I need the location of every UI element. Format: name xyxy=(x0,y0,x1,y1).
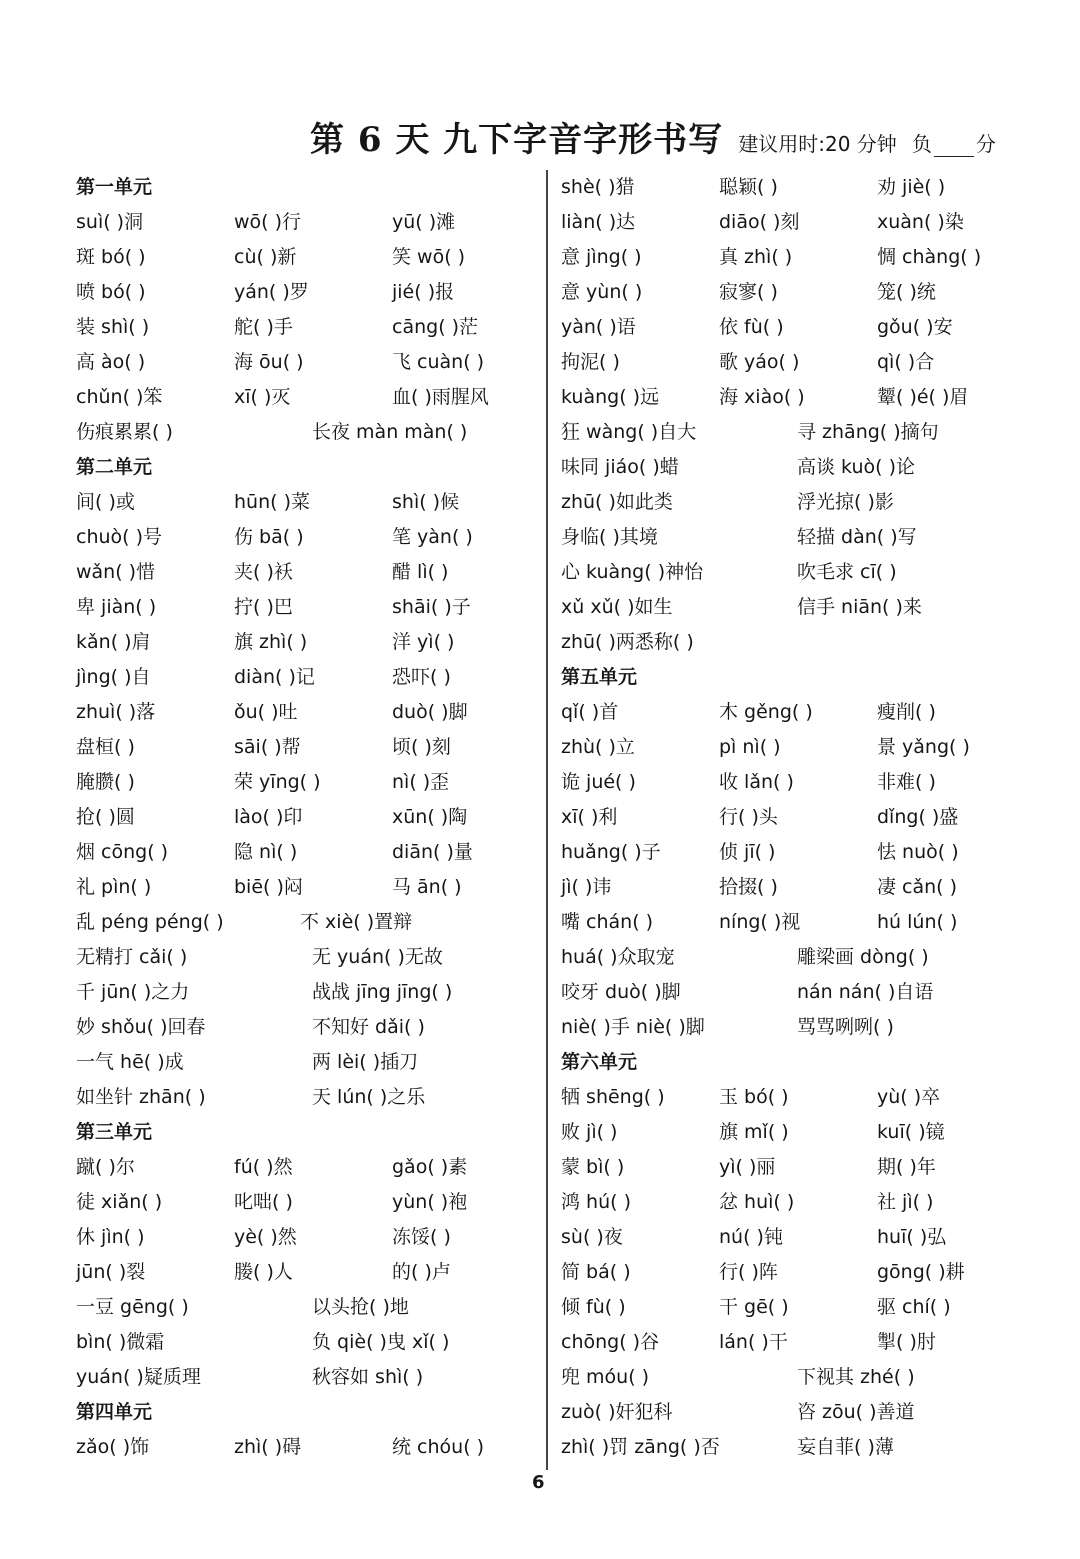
exercise-item[interactable]: 身临( )其境 xyxy=(561,526,658,548)
exercise-item[interactable]: 收 lǎn( ) xyxy=(719,771,794,793)
exercise-item[interactable]: lán( )干 xyxy=(719,1331,788,1353)
exercise-item[interactable]: zhuì( )落 xyxy=(76,701,156,723)
exercise-item[interactable]: 荣 yīng( ) xyxy=(234,771,321,793)
exercise-item[interactable]: 顷( )刻 xyxy=(392,736,451,758)
score-field xyxy=(912,128,996,157)
exercise-item[interactable]: chǔn( )笨 xyxy=(76,386,163,408)
exercise-row xyxy=(561,485,1021,520)
exercise-item[interactable]: bìn( )微霜 xyxy=(76,1331,165,1353)
exercise-item[interactable]: 狂 wàng( )自大 xyxy=(561,421,697,443)
exercise-row xyxy=(76,660,532,695)
exercise-item[interactable]: 心 kuàng( )神怡 xyxy=(561,561,704,583)
exercise-item[interactable]: jūn( )裂 xyxy=(76,1261,146,1283)
exercise-item[interactable]: 味同 jiáo( )蜡 xyxy=(561,456,679,478)
exercise-item[interactable]: 装 shì( ) xyxy=(76,316,150,338)
exercise-row xyxy=(76,695,532,730)
exercise-row xyxy=(76,275,532,310)
exercise-row xyxy=(76,975,532,1010)
exercise-item[interactable]: 休 jìn( ) xyxy=(76,1226,145,1248)
exercise-row xyxy=(561,450,1021,485)
exercise-item[interactable]: jié( )报 xyxy=(392,281,455,303)
exercise-item[interactable]: 聪颖( ) xyxy=(719,176,778,198)
exercise-row xyxy=(561,730,1021,765)
exercise-item[interactable]: xuàn( )染 xyxy=(877,211,964,233)
exercise-item[interactable]: shè( )猎 xyxy=(561,176,635,198)
exercise-row xyxy=(561,1395,1021,1430)
exercise-item[interactable]: 掣( )肘 xyxy=(877,1331,936,1353)
exercise-item[interactable]: 社 jì( ) xyxy=(877,1191,934,1213)
exercise-item[interactable]: 笔 yàn( ) xyxy=(392,526,473,548)
exercise-item[interactable]: 统 chóu( ) xyxy=(392,1436,485,1458)
unit-heading: 第一单元 xyxy=(76,176,153,198)
score-suffix: 分 xyxy=(975,132,996,156)
exercise-item[interactable]: niè( )手 niè( )脚 xyxy=(561,1016,705,1038)
exercise-item[interactable]: yàn( )语 xyxy=(561,316,636,338)
exercise-item[interactable]: 颦( )é( )眉 xyxy=(877,386,969,408)
exercise-row xyxy=(561,870,1021,905)
exercise-item[interactable]: yùn( )袍 xyxy=(392,1191,468,1213)
exercise-item[interactable]: 海 ōu( ) xyxy=(234,351,304,373)
exercise-item[interactable]: 夹( )袄 xyxy=(234,561,293,583)
page-header xyxy=(310,112,996,161)
exercise-item[interactable]: 寻 zhāng( )摘句 xyxy=(797,421,939,443)
exercise-item[interactable]: kǎn( )肩 xyxy=(76,631,151,653)
exercise-item[interactable]: 旗 mǐ( ) xyxy=(719,1121,789,1143)
exercise-row xyxy=(76,590,532,625)
exercise-item[interactable]: 秋容如 shì( ) xyxy=(312,1366,424,1388)
exercise-item[interactable]: 间( )或 xyxy=(76,491,135,513)
exercise-item[interactable]: liàn( )达 xyxy=(561,211,636,233)
exercise-row xyxy=(561,1150,1021,1185)
exercise-item[interactable]: 醋 lì( ) xyxy=(392,561,449,583)
exercise-item[interactable]: 恐吓( ) xyxy=(392,666,451,688)
exercise-row xyxy=(561,1115,1021,1150)
exercise-item[interactable]: gǒu( )安 xyxy=(877,316,953,338)
exercise-item[interactable]: 非难( ) xyxy=(877,771,936,793)
exercise-item[interactable]: 盘桓( ) xyxy=(76,736,135,758)
exercise-item[interactable]: 简 bá( ) xyxy=(561,1261,631,1283)
exercise-item[interactable]: xī( )利 xyxy=(561,806,618,828)
exercise-item[interactable]: 劝 jiè( ) xyxy=(877,176,946,198)
exercise-item[interactable]: 不 xiè( )置辩 xyxy=(300,911,413,933)
exercise-row xyxy=(76,555,532,590)
exercise-row xyxy=(76,1290,532,1325)
unit-heading: 第五单元 xyxy=(561,666,638,688)
exercise-item[interactable]: 妙 shǒu( )回春 xyxy=(76,1016,206,1038)
exercise-item[interactable]: 意 yùn( ) xyxy=(561,281,643,303)
exercise-item[interactable]: nú( )钝 xyxy=(719,1226,783,1248)
exercise-item[interactable]: 千 jūn( )之力 xyxy=(76,981,190,1003)
exercise-item[interactable]: 洋 yì( ) xyxy=(392,631,455,653)
exercise-row xyxy=(561,240,1021,275)
exercise-item[interactable]: suì( )洞 xyxy=(76,211,144,233)
exercise-item[interactable]: 瘦削( ) xyxy=(877,701,936,723)
exercise-row xyxy=(76,1360,532,1395)
exercise-item[interactable]: zhū( )两悉称( ) xyxy=(561,631,694,653)
exercise-row xyxy=(76,800,532,835)
exercise-item[interactable]: yù( )卒 xyxy=(877,1086,941,1108)
exercise-row xyxy=(76,940,532,975)
exercise-item[interactable]: níng( )视 xyxy=(719,911,801,933)
exercise-row xyxy=(561,275,1021,310)
exercise-item[interactable]: 战战 jīng jīng( ) xyxy=(312,981,453,1003)
exercise-item[interactable]: 无 yuán( )无故 xyxy=(312,946,443,968)
exercise-row xyxy=(561,1220,1021,1255)
exercise-item[interactable]: xūn( )陶 xyxy=(392,806,468,828)
exercise-item[interactable]: yū( )滩 xyxy=(392,211,456,233)
exercise-row xyxy=(76,625,532,660)
exercise-item[interactable]: 凄 cǎn( ) xyxy=(877,876,958,898)
exercise-item[interactable]: 蹴( )尔 xyxy=(76,1156,135,1178)
exercise-item[interactable]: 诡 jué( ) xyxy=(561,771,636,793)
exercise-row xyxy=(561,170,1021,205)
exercise-item[interactable]: 拧( )巴 xyxy=(234,596,293,618)
exercise-item[interactable]: 怯 nuò( ) xyxy=(877,841,959,863)
exercise-row xyxy=(561,415,1021,450)
exercise-item[interactable]: 喷 bó( ) xyxy=(76,281,146,303)
exercise-item[interactable]: 飞 cuàn( ) xyxy=(392,351,485,373)
unit-heading: 第四单元 xyxy=(76,1401,153,1423)
exercise-item[interactable]: 一气 hē( )成 xyxy=(76,1051,184,1073)
exercise-item[interactable]: zhù( )立 xyxy=(561,736,635,758)
exercise-item[interactable]: 冻馁( ) xyxy=(392,1226,451,1248)
exercise-item[interactable]: 吹毛求 cī( ) xyxy=(797,561,897,583)
exercise-item[interactable]: 不知好 dǎi( ) xyxy=(312,1016,425,1038)
exercise-item[interactable]: hūn( )菜 xyxy=(234,491,310,513)
exercise-row xyxy=(561,1325,1021,1360)
column-divider xyxy=(546,170,548,1470)
exercise-item[interactable]: 乱 péng péng( ) xyxy=(76,911,224,933)
exercise-row xyxy=(561,310,1021,345)
exercise-item[interactable]: 礼 pìn( ) xyxy=(76,876,152,898)
exercise-item[interactable]: duò( )脚 xyxy=(392,701,468,723)
exercise-item[interactable]: yì( )丽 xyxy=(719,1156,776,1178)
exercise-item[interactable]: 鸿 hú( ) xyxy=(561,1191,631,1213)
exercise-item[interactable]: ǒu( )吐 xyxy=(234,701,298,723)
exercise-item[interactable]: 如坐针 zhān( ) xyxy=(76,1086,206,1108)
exercise-item[interactable]: 意 jìng( ) xyxy=(561,246,642,268)
exercise-item[interactable]: 血( )雨腥风 xyxy=(392,386,489,408)
exercise-item[interactable]: shì( )候 xyxy=(392,491,460,513)
left-column xyxy=(76,170,532,1465)
exercise-item[interactable]: cù( )新 xyxy=(234,246,297,268)
exercise-row xyxy=(561,1255,1021,1290)
exercise-item[interactable]: 拘泥( ) xyxy=(561,351,620,373)
exercise-item[interactable]: jìng( )自 xyxy=(76,666,151,688)
exercise-row xyxy=(561,555,1021,590)
exercise-item[interactable]: wǎn( )惜 xyxy=(76,561,156,583)
exercise-row xyxy=(76,1220,532,1255)
exercise-item[interactable]: 拾掇( ) xyxy=(719,876,778,898)
exercise-item[interactable]: 抢( )圆 xyxy=(76,806,135,828)
unit-heading: 第六单元 xyxy=(561,1051,638,1073)
exercise-item[interactable]: xǔ xǔ( )如生 xyxy=(561,596,673,618)
exercise-item[interactable]: huá( )众取宠 xyxy=(561,946,675,968)
exercise-item[interactable]: 媵( )人 xyxy=(234,1261,293,1283)
page-number: 6 xyxy=(532,1472,545,1493)
exercise-item[interactable]: 牺 shēng( ) xyxy=(561,1086,665,1108)
exercise-item[interactable]: 的( )卢 xyxy=(392,1261,451,1283)
exercise-item[interactable]: qǐ( )首 xyxy=(561,701,619,723)
exercise-item[interactable]: 嘴 chán( ) xyxy=(561,911,654,933)
exercise-row xyxy=(76,1325,532,1360)
exercise-row xyxy=(561,695,1021,730)
exercise-item[interactable]: nì( )歪 xyxy=(392,771,450,793)
exercise-item[interactable]: yuán( )疑质理 xyxy=(76,1366,201,1388)
exercise-item[interactable]: hú lún( ) xyxy=(877,911,958,933)
exercise-item[interactable]: 天 lún( )之乐 xyxy=(312,1086,426,1108)
exercise-row xyxy=(76,520,532,555)
exercise-row xyxy=(76,1045,532,1080)
exercise-row xyxy=(561,1360,1021,1395)
exercise-item[interactable]: 侦 jī( ) xyxy=(719,841,776,863)
exercise-row xyxy=(561,1010,1021,1045)
exercise-item[interactable]: huǎng( )子 xyxy=(561,841,661,863)
exercise-row xyxy=(561,940,1021,975)
exercise-item[interactable]: 负 qiè( )曳 xǐ( ) xyxy=(312,1331,450,1353)
exercise-item[interactable]: 笼( )统 xyxy=(877,281,936,303)
exercise-item[interactable]: 隐 nì( ) xyxy=(234,841,298,863)
exercise-item[interactable]: gǎo( )素 xyxy=(392,1156,468,1178)
unit-heading: 第三单元 xyxy=(76,1121,153,1143)
exercise-item[interactable]: diān( )量 xyxy=(392,841,473,863)
exercise-item[interactable]: zǎo( )饰 xyxy=(76,1436,150,1458)
exercise-row xyxy=(561,800,1021,835)
exercise-row xyxy=(76,870,532,905)
exercise-item[interactable]: 海 xiào( ) xyxy=(719,386,805,408)
exercise-item[interactable]: biē( )闷 xyxy=(234,876,303,898)
exercise-row xyxy=(76,905,532,940)
exercise-row xyxy=(76,345,532,380)
exercise-row xyxy=(561,345,1021,380)
exercise-item[interactable]: 妄自菲( )薄 xyxy=(797,1436,894,1458)
exercise-row xyxy=(561,1185,1021,1220)
exercise-item[interactable]: 高 ào( ) xyxy=(76,351,146,373)
exercise-row xyxy=(561,520,1021,555)
exercise-row xyxy=(561,765,1021,800)
exercise-row xyxy=(76,380,532,415)
exercise-item[interactable]: 忿 huì( ) xyxy=(719,1191,795,1213)
exercise-item[interactable]: 烟 cōng( ) xyxy=(76,841,169,863)
exercise-item[interactable]: 伤痕累累( ) xyxy=(76,421,173,443)
suggested-time: 建议用时:20 分钟 xyxy=(738,132,897,156)
exercise-row xyxy=(561,380,1021,415)
exercise-item[interactable]: sāi( )帮 xyxy=(234,736,301,758)
unit-heading: 第二单元 xyxy=(76,456,153,478)
exercise-row xyxy=(76,205,532,240)
exercise-item[interactable]: kuī( )镜 xyxy=(877,1121,945,1143)
exercise-item[interactable]: 下视其 zhé( ) xyxy=(797,1366,915,1388)
exercise-item[interactable]: 倾 fù( ) xyxy=(561,1296,626,1318)
exercise-item[interactable]: 徒 xiǎn( ) xyxy=(76,1191,163,1213)
score-prefix: 负 xyxy=(911,132,932,156)
exercise-item[interactable]: 腌臜( ) xyxy=(76,771,135,793)
exercise-item[interactable]: 歌 yáo( ) xyxy=(719,351,800,373)
exercise-item[interactable]: fú( )然 xyxy=(234,1156,293,1178)
exercise-row xyxy=(76,835,532,870)
exercise-item[interactable]: 两 lèi( )插刀 xyxy=(312,1051,419,1073)
exercise-item[interactable]: 行( )头 xyxy=(719,806,778,828)
exercise-item[interactable]: chōng( )谷 xyxy=(561,1331,660,1353)
exercise-item[interactable]: 惆 chàng( ) xyxy=(877,246,982,268)
exercise-row xyxy=(76,310,532,345)
exercise-item[interactable]: 轻描 dàn( )写 xyxy=(797,526,917,548)
exercise-item[interactable]: zhì( )碍 xyxy=(234,1436,302,1458)
exercise-item[interactable]: 兜 móu( ) xyxy=(561,1366,650,1388)
exercise-row xyxy=(561,975,1021,1010)
exercise-row xyxy=(561,905,1021,940)
exercise-item[interactable]: huī( )弘 xyxy=(877,1226,947,1248)
exercise-item[interactable]: 斑 bó( ) xyxy=(76,246,146,268)
exercise-item[interactable]: 干 gē( ) xyxy=(719,1296,789,1318)
exercise-row xyxy=(76,765,532,800)
exercise-item[interactable]: 无精打 cǎi( ) xyxy=(76,946,188,968)
exercise-item[interactable]: 马 ān( ) xyxy=(392,876,462,898)
exercise-item[interactable]: dǐng( )盛 xyxy=(877,806,959,828)
exercise-item[interactable]: gōng( )耕 xyxy=(877,1261,965,1283)
exercise-row xyxy=(561,625,1021,660)
exercise-item[interactable]: jì( )讳 xyxy=(561,876,612,898)
exercise-item[interactable]: kuàng( )远 xyxy=(561,386,660,408)
exercise-row xyxy=(76,415,532,450)
exercise-row xyxy=(561,1290,1021,1325)
exercise-item[interactable]: 驱 chí( ) xyxy=(877,1296,951,1318)
right-column xyxy=(561,170,1021,1465)
exercise-item[interactable]: 伤 bā( ) xyxy=(234,526,304,548)
exercise-item[interactable]: 高谈 kuò( )论 xyxy=(797,456,915,478)
exercise-row xyxy=(76,1430,532,1465)
exercise-row xyxy=(76,240,532,275)
exercise-item[interactable]: pì nì( ) xyxy=(719,736,781,758)
exercise-item[interactable]: yán( )罗 xyxy=(234,281,309,303)
exercise-item[interactable]: lào( )印 xyxy=(234,806,303,828)
exercise-item[interactable]: zuò( )奸犯科 xyxy=(561,1401,673,1423)
exercise-item[interactable]: 旗 zhì( ) xyxy=(234,631,308,653)
exercise-item[interactable]: 寂寥( ) xyxy=(719,281,778,303)
exercise-row xyxy=(76,1185,532,1220)
exercise-item[interactable]: 笑 wō( ) xyxy=(392,246,466,268)
exercise-row xyxy=(561,835,1021,870)
exercise-item[interactable]: 以头抢( )地 xyxy=(312,1296,409,1318)
exercise-item[interactable]: sù( )夜 xyxy=(561,1226,623,1248)
exercise-item[interactable]: 咨 zōu( )善道 xyxy=(797,1401,915,1423)
exercise-row xyxy=(561,205,1021,240)
exercise-item[interactable]: 叱咄( ) xyxy=(234,1191,293,1213)
exercise-item[interactable]: 景 yǎng( ) xyxy=(877,736,970,758)
exercise-item[interactable]: zhì( )罚 zāng( )否 xyxy=(561,1436,720,1458)
exercise-item[interactable]: 行( )阵 xyxy=(719,1261,778,1283)
exercise-row xyxy=(561,1430,1021,1465)
exercise-row xyxy=(76,1150,532,1185)
exercise-item[interactable]: shāi( )子 xyxy=(392,596,471,618)
exercise-item[interactable]: 蒙 bì( ) xyxy=(561,1156,625,1178)
exercise-item[interactable]: 骂骂咧咧( ) xyxy=(797,1016,894,1038)
exercise-item[interactable]: 卑 jiàn( ) xyxy=(76,596,157,618)
exercise-item[interactable]: 信手 niān( )来 xyxy=(797,596,922,618)
score-blank[interactable] xyxy=(934,132,974,157)
exercise-item[interactable]: xī( )灭 xyxy=(234,386,291,408)
exercise-row xyxy=(561,1080,1021,1115)
exercise-row xyxy=(76,1080,532,1115)
exercise-item[interactable]: chuò( )号 xyxy=(76,526,163,548)
exercise-item[interactable]: diàn( )记 xyxy=(234,666,315,688)
exercise-item[interactable]: cāng( )茫 xyxy=(392,316,479,338)
exercise-item[interactable]: nán nán( )自语 xyxy=(797,981,934,1003)
exercise-row xyxy=(76,730,532,765)
exercise-item[interactable]: 木 gěng( ) xyxy=(719,701,813,723)
exercise-row xyxy=(76,1010,532,1045)
exercise-item[interactable]: 雕梁画 dòng( ) xyxy=(797,946,929,968)
exercise-item[interactable]: 期( )年 xyxy=(877,1156,936,1178)
exercise-item[interactable]: yè( )然 xyxy=(234,1226,297,1248)
exercise-item[interactable]: wō( )行 xyxy=(234,211,302,233)
exercise-row xyxy=(561,590,1021,625)
exercise-item[interactable]: 败 jì( ) xyxy=(561,1121,618,1143)
exercise-item[interactable]: 真 zhì( ) xyxy=(719,246,793,268)
exercise-item[interactable]: 依 fù( ) xyxy=(719,316,784,338)
exercise-item[interactable]: 浮光掠( )影 xyxy=(797,491,894,513)
exercise-row xyxy=(76,1255,532,1290)
exercise-row xyxy=(76,485,532,520)
exercise-item[interactable]: 玉 bó( ) xyxy=(719,1086,789,1108)
exercise-item[interactable]: 咬牙 duò( )脚 xyxy=(561,981,681,1003)
exercise-item[interactable]: zhū( )如此类 xyxy=(561,491,673,513)
page-title: 第 6 天 九下字音字形书写 xyxy=(310,120,724,160)
exercise-item[interactable]: 长夜 màn màn( ) xyxy=(312,421,468,443)
exercise-item[interactable]: qì( )合 xyxy=(877,351,935,373)
exercise-item[interactable]: 一豆 gēng( ) xyxy=(76,1296,189,1318)
exercise-item[interactable]: 舵( )手 xyxy=(234,316,293,338)
exercise-item[interactable]: diāo( )刻 xyxy=(719,211,800,233)
